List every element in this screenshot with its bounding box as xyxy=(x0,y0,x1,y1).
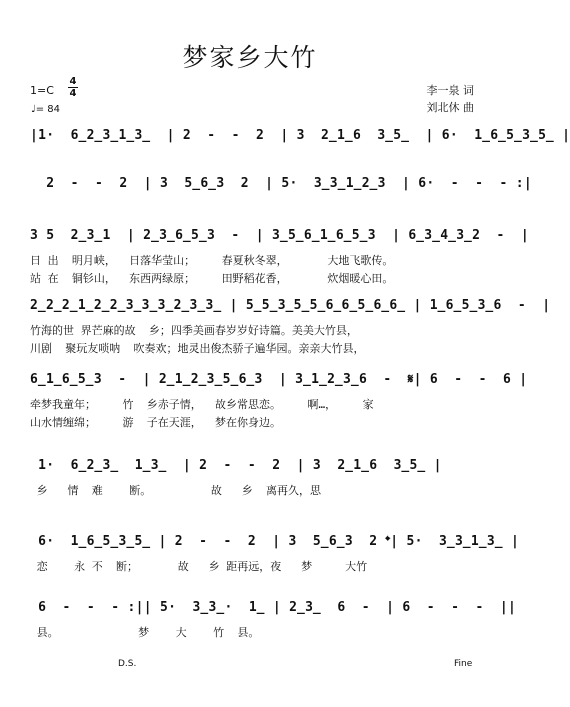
notes-line: 6̲1̲6̲5̲3 - | 2̲1̲2̲3̲5̲6̲3 | 3̲1̲2̲3̲6 - 𝄋| 6 - - 6 | xyxy=(30,372,528,387)
time-signature-bottom: 4 xyxy=(69,88,77,99)
lyric-line: 站 在 铜钐山， 东西两绿原； 田野稻花香， 炊烟暖心田。 xyxy=(30,272,394,285)
notes-line: 6 - - - :|| 5· 3̲3̲· 1̲ | 2̲3̲ 6 - | 6 - - - || xyxy=(30,600,517,615)
notes-line: |1· 6̲2̲3̲1̲3̲ | 2 - - 2 | 3 2̲1̲6 3̲5̲ | 6· 1̲6̲5̲3̲5̲ | xyxy=(30,128,570,143)
notes-line: 3 5 2̲3̲1 | 2̲3̲6̲5̲3 - | 3̲5̲6̲1̲6̲5̲3 | 6̲3̲4̲3̲2 - | xyxy=(30,228,530,243)
fine-marker: Fine xyxy=(454,659,473,669)
lyric-line: 山水情缠绵； 游 子在天涯， 梦在你身边。 xyxy=(30,416,281,429)
song-title: 梦家乡大竹 xyxy=(182,43,318,72)
notes-line: 1· 6̲2̲3̲ 1̲3̲ | 2 - - 2 | 3 2̲1̲6 3̲5̲ | xyxy=(30,458,442,473)
lyricist-credit: 李一泉 词 xyxy=(426,84,474,97)
lyric-line: 乡 情 难 断。 故 乡 离再久，思 xyxy=(30,484,321,497)
notes-line: 6· 1̲6̲5̲3̲5̲ | 2 - - 2 | 3 5̲6̲3 2 𝄌| 5· 3̲3̲1̲3̲ | xyxy=(30,534,520,549)
ds-marker: D.S. xyxy=(118,659,137,669)
lyric-line: 日 出 明月峡， 日落华莹山； 春夏秋冬翠， 大地飞歌传。 xyxy=(30,254,394,267)
key-signature: 1=C xyxy=(30,84,54,97)
composer-credit: 刘北休 曲 xyxy=(426,101,474,114)
notes-line: 2 - - 2 | 3 5̲6̲3 2 | 5· 3̲3̲1̲2̲3 | 6· - - - :| xyxy=(30,176,533,191)
time-signature xyxy=(66,76,80,99)
lyric-line: 川剧 聚玩友唢呐 吹奏欢；地灵出俊杰骄子遍华园。亲亲大竹县， xyxy=(30,342,365,355)
tempo-marking: ♩= 84 xyxy=(31,104,60,115)
lyric-line: 牵梦我童年； 竹 乡赤子情， 故乡常思恋。 啊…， 家 xyxy=(30,398,374,411)
time-signature-top: 4 xyxy=(69,76,77,87)
lyric-line: 竹海的世 界芒麻的故 乡；四季美画春岁岁好诗篇。美美大竹县， xyxy=(30,324,358,337)
lyric-line: 县。 梦 大 竹 县。 xyxy=(30,626,260,639)
lyric-line: 恋 永 不 断； 故 乡 距再远，夜 梦 大竹 xyxy=(30,560,368,573)
notes-line: 2̲2̲2̲1̲2̲2̲3̲3̲3̲2̲3̲3̲ | 5̲5̲3̲5̲5̲6̲6̲5̲6̲6̲ | 1̲6̲5̲3̲6 - | xyxy=(30,298,551,313)
